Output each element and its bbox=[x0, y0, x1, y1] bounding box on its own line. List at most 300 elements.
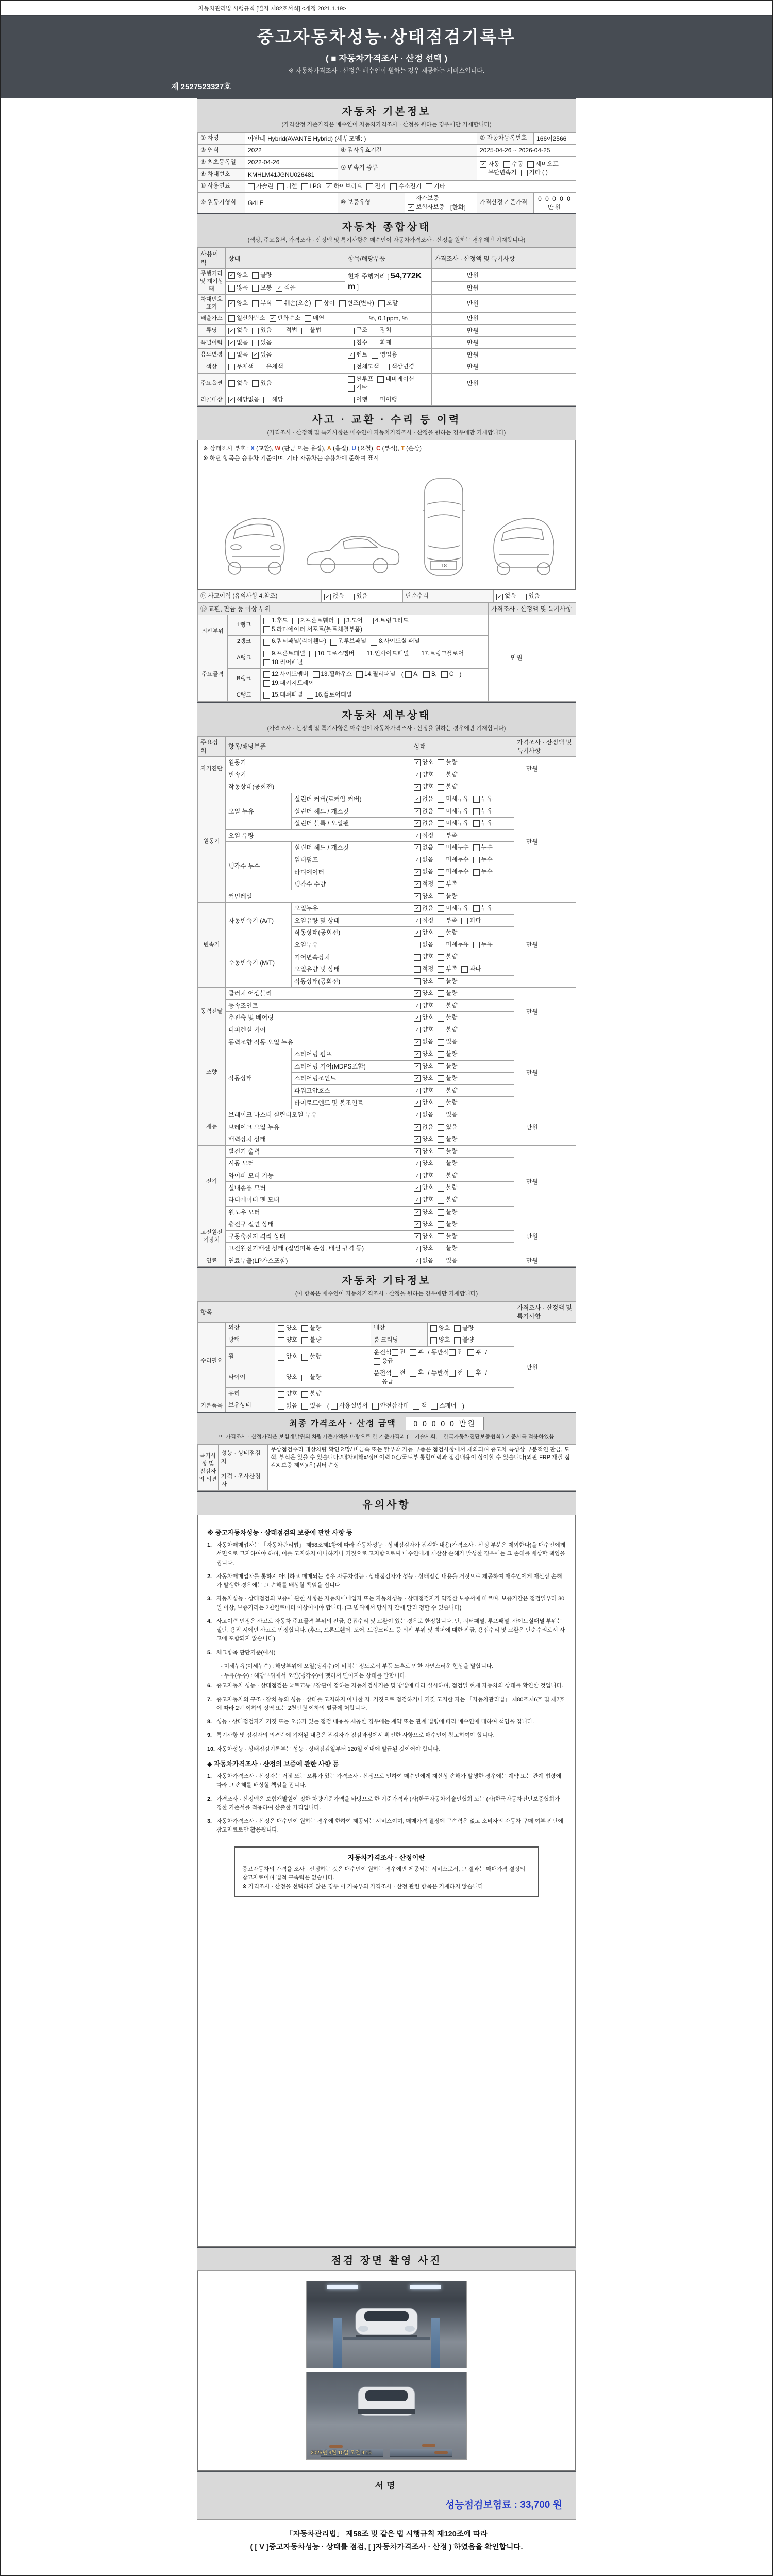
notice-item: 2. 자동차매매업자를 통하지 아니하고 매매되는 경우 자동차성능 · 상태점검자가 성능 · 상태점검 내용을 거짓으로 제공하여 매수인에게 재산상 손해가 발생한 경우에는 그 손해를 배상할 책임을 집니다. bbox=[207, 1573, 562, 1589]
table-cell bbox=[198, 145, 245, 157]
checkbox-label: 9.프론트패널 bbox=[272, 650, 306, 657]
unchecked-checkbox-icon bbox=[263, 680, 270, 687]
table-cell bbox=[345, 394, 432, 406]
state-code-W: W bbox=[275, 446, 281, 452]
checkbox-label: 양호 bbox=[422, 784, 434, 790]
table-cell bbox=[275, 1346, 371, 1367]
cell-text: 내장 bbox=[374, 1325, 385, 1331]
checkbox-네비게이션 bbox=[377, 376, 414, 384]
checkbox-label: 불량 bbox=[446, 978, 458, 985]
unchecked-checkbox-icon bbox=[454, 1325, 461, 1332]
checkbox-label: 2.프론트휀더 bbox=[300, 618, 334, 624]
checkbox-label: 양호 bbox=[422, 1136, 434, 1143]
unchecked-checkbox-icon bbox=[252, 328, 259, 334]
table-row bbox=[198, 615, 576, 636]
table-cell bbox=[292, 939, 411, 951]
cell-text: 고전원전기배선 상태 (절연피복 손상, 배선 규격 등) bbox=[228, 1245, 364, 1252]
cell-text: ⑨ 원동기형식 bbox=[200, 199, 237, 206]
checkbox-label: 불량 bbox=[446, 954, 458, 960]
table-cell bbox=[198, 325, 226, 337]
checkbox-label: 양호 bbox=[286, 1325, 298, 1331]
rust-mark bbox=[422, 2444, 435, 2447]
checkbox-label: 기타 bbox=[433, 183, 445, 190]
checkbox-label: 불량 bbox=[446, 1209, 458, 1215]
checkbox-있음 bbox=[348, 592, 367, 601]
checked-checkbox-icon: ✓ bbox=[252, 352, 259, 359]
checkbox-적음 bbox=[276, 284, 295, 293]
column-header bbox=[432, 248, 576, 268]
notice-item: 9. 특기사항 및 점검자의 의견란에 기재된 내용은 점검자가 점검과정에서 확인한 사항으로 매수인이 참고하여야 합니다. bbox=[207, 1732, 495, 1739]
table-cell bbox=[226, 890, 411, 903]
table-cell bbox=[198, 590, 322, 603]
checkbox-양호 bbox=[430, 1336, 450, 1345]
checkbox-양호 bbox=[278, 1325, 297, 1333]
checkbox-부식 bbox=[252, 300, 272, 308]
unchecked-checkbox-icon bbox=[372, 1403, 379, 1410]
unchecked-checkbox-icon bbox=[348, 328, 355, 334]
table-cell bbox=[226, 769, 411, 781]
table-cell bbox=[245, 168, 338, 180]
unchecked-checkbox-icon bbox=[366, 183, 373, 190]
table-cell bbox=[261, 636, 489, 648]
checkbox-디젤 bbox=[277, 183, 297, 191]
table-cell bbox=[292, 1097, 411, 1109]
table-cell bbox=[550, 1109, 576, 1145]
checkbox-label: 전 bbox=[399, 1349, 406, 1355]
column-header bbox=[198, 1302, 514, 1322]
section-title: 점검 장면 촬영 사진 bbox=[331, 2255, 442, 2266]
state-code-A: A bbox=[327, 446, 331, 452]
checkbox-누유 bbox=[473, 808, 493, 816]
checkbox-label: 불량 bbox=[310, 1374, 322, 1381]
checkbox-label: 13.휠하우스 bbox=[321, 671, 352, 678]
checkbox-label: 후 bbox=[475, 1370, 481, 1377]
checkbox-스패너 bbox=[431, 1402, 456, 1411]
table-cell bbox=[226, 1388, 275, 1400]
checkbox-label: 불량 bbox=[446, 1026, 458, 1033]
table-cell bbox=[226, 312, 345, 325]
checkbox-label: 잭 bbox=[421, 1402, 427, 1409]
unchecked-checkbox-icon bbox=[473, 808, 480, 815]
table-cell bbox=[292, 805, 411, 818]
checkbox-양호 bbox=[414, 1050, 433, 1059]
checkbox-label: 양호 bbox=[422, 1063, 434, 1070]
checkbox-label: 불량 bbox=[446, 990, 458, 997]
inspection-insurance-fee: 성능점검보험료 : 33,700 원 bbox=[445, 2499, 562, 2511]
cell-text: 냉각수 수량 bbox=[294, 880, 326, 888]
checkbox-label: 6.쿼터패널(리어휀다) bbox=[272, 638, 327, 645]
checkbox-label: 없음 bbox=[422, 1257, 434, 1264]
cell-text: 변속기 bbox=[203, 941, 220, 948]
table-cell bbox=[411, 963, 514, 975]
table-cell bbox=[477, 133, 534, 145]
table-cell bbox=[411, 988, 514, 1000]
checkbox-불량 bbox=[438, 1160, 457, 1168]
unchecked-checkbox-icon bbox=[461, 918, 468, 924]
unchecked-checkbox-icon bbox=[413, 651, 419, 657]
cell-text: ( bbox=[325, 1402, 331, 1410]
checkbox-없음 bbox=[324, 592, 344, 601]
unchecked-checkbox-icon bbox=[423, 671, 430, 678]
checkbox-label: 전 bbox=[399, 1370, 406, 1377]
checkbox-label: 8.사이드실 패널 bbox=[379, 638, 420, 645]
table-cell bbox=[371, 1367, 514, 1388]
unchecked-checkbox-icon bbox=[278, 328, 284, 334]
table-cell bbox=[292, 818, 411, 830]
table-cell bbox=[292, 927, 411, 939]
unchecked-checkbox-icon bbox=[377, 376, 384, 383]
checkbox-label: 양호 bbox=[422, 1014, 434, 1021]
unchecked-checkbox-icon bbox=[473, 796, 480, 803]
checkbox-없음 bbox=[414, 905, 433, 913]
table-cell bbox=[198, 193, 245, 213]
unchecked-checkbox-icon bbox=[520, 594, 527, 600]
cell-text: ⑩ 보증유형 bbox=[341, 199, 371, 206]
cell-text: 가격 · 조사산정자 bbox=[221, 1473, 261, 1488]
checkbox-양호 bbox=[278, 1336, 297, 1345]
checkbox-label: 기타 bbox=[356, 384, 368, 391]
inspector-remarks-table bbox=[197, 1444, 576, 1491]
unchecked-checkbox-icon bbox=[438, 869, 444, 876]
unchecked-checkbox-icon bbox=[301, 328, 308, 334]
unchecked-checkbox-icon bbox=[438, 820, 444, 827]
table-cell bbox=[226, 1367, 275, 1388]
car-diagram-rear-quarter bbox=[483, 482, 560, 580]
unchecked-checkbox-icon bbox=[521, 170, 528, 176]
checkbox-label: 있음 bbox=[446, 1124, 458, 1130]
checkbox-label: 누유 bbox=[481, 795, 493, 802]
exchange-panel-table bbox=[197, 603, 576, 702]
table-cell bbox=[226, 1243, 411, 1255]
unchecked-checkbox-icon bbox=[414, 978, 421, 985]
cell-text: 등속조인트 bbox=[228, 1002, 258, 1009]
checkbox-양호 bbox=[414, 1233, 433, 1241]
checkbox-label: 없음 bbox=[422, 820, 434, 827]
table-cell bbox=[411, 1206, 514, 1218]
table-cell bbox=[534, 193, 576, 213]
unchecked-checkbox-icon bbox=[414, 942, 421, 948]
table-cell bbox=[292, 866, 411, 878]
checkbox-LPG bbox=[301, 183, 322, 191]
checkbox-label: 있음 bbox=[446, 1257, 458, 1264]
table-cell bbox=[228, 648, 261, 668]
table-cell bbox=[226, 281, 345, 294]
notice-subitem: - 누유(누수) : 해당부위에서 오일(냉각수)이 맺혀서 떨어지는 상태를 말합니다. bbox=[221, 1673, 407, 1680]
checkbox-불량 bbox=[438, 1087, 457, 1095]
checkbox-label: 양호 bbox=[439, 1337, 450, 1344]
unchecked-checkbox-icon bbox=[372, 397, 378, 403]
table-cell bbox=[477, 145, 576, 157]
checkbox-양호 bbox=[414, 929, 433, 937]
unchecked-checkbox-icon bbox=[438, 966, 444, 973]
cell-text: 실린더 블록 / 오일팬 bbox=[294, 820, 349, 827]
table-cell bbox=[198, 1036, 226, 1109]
checkbox-무단변속기 bbox=[480, 169, 517, 177]
checked-checkbox-icon: ✓ bbox=[414, 1088, 421, 1094]
checkbox-label: 디젤 bbox=[285, 183, 297, 190]
checkbox-없음 bbox=[414, 820, 433, 828]
checkbox-label: 변조(변타) bbox=[347, 300, 374, 307]
checkbox-label: 불량 bbox=[446, 929, 458, 936]
table-cell bbox=[514, 1109, 550, 1145]
final-appraisal-note: 이 가격조사 · 산정가격은 보험개발원의 차량기준가액을 바탕으로 한 기준가격과 ( □ 기술사회, □ 한국자동차진단보증협회 ) 기준서를 적용하였음 bbox=[219, 1434, 554, 1440]
cell-text: 만원 bbox=[526, 838, 539, 845]
checkbox-label: 없음 bbox=[505, 593, 516, 600]
section-header-basic-info bbox=[197, 98, 576, 132]
column-header bbox=[198, 736, 226, 756]
checkbox-13.휠하우스 bbox=[313, 671, 352, 679]
unchecked-checkbox-icon bbox=[503, 161, 510, 168]
table-cell bbox=[411, 1048, 514, 1061]
unchecked-checkbox-icon bbox=[356, 671, 363, 678]
checkbox-label: 양호 bbox=[422, 929, 434, 936]
cell-text: 가격조사 · 산정액 및 특기사항 bbox=[434, 255, 515, 262]
checkbox-label: 있음 bbox=[260, 327, 272, 334]
state-code-U: U bbox=[351, 446, 356, 452]
checkbox-양호 bbox=[414, 1148, 433, 1156]
checkbox-C bbox=[441, 671, 453, 679]
checked-checkbox-icon: ✓ bbox=[496, 594, 503, 600]
checkbox-label: 누유 bbox=[481, 808, 493, 815]
table-cell bbox=[198, 295, 226, 313]
table-cell bbox=[198, 1445, 219, 1491]
table-cell bbox=[345, 373, 432, 394]
cell-text: 무상점검수리 대상차량 확인요망/ 비금속 또는 탈부착 가능 부품은 점검사항에서 제외되며 중고차 특성상 부분적인 판금, 도색, 부식은 있을 수 있습니다./내차피해x/정비이력 0건/국토부 통합이력과 점검내용이 상이할 수 있습니다(외판 FRP 재질 점검X 보증 제외)/운)쿼터 손상 bbox=[271, 1447, 570, 1469]
cell-text: 작동상태 bbox=[228, 1075, 253, 1082]
checkbox-label: 양호 bbox=[422, 1209, 434, 1215]
table-cell bbox=[411, 890, 514, 903]
checkbox-보통 bbox=[252, 284, 272, 293]
checkbox-label: 15.대쉬패널 bbox=[272, 692, 303, 699]
checkbox-미세누유 bbox=[438, 795, 468, 804]
checkbox-label: 누수 bbox=[481, 869, 493, 875]
table-cell bbox=[411, 1036, 514, 1048]
checkbox-누수 bbox=[473, 856, 493, 865]
table-cell bbox=[411, 781, 514, 793]
checked-checkbox-icon: ✓ bbox=[414, 1112, 421, 1118]
unchecked-checkbox-icon bbox=[263, 618, 270, 624]
cell-text: 차대번호 표기 bbox=[200, 296, 223, 310]
unchecked-checkbox-icon bbox=[438, 1185, 444, 1192]
checkbox-누유 bbox=[473, 941, 493, 950]
checkbox-label: 불량 bbox=[446, 1184, 458, 1191]
checkbox-양호 bbox=[414, 1014, 433, 1022]
checkbox-불량 bbox=[438, 771, 457, 779]
cell-text: / 동반석 bbox=[428, 1348, 449, 1356]
cell-text: 충전구 절연 상태 bbox=[228, 1221, 274, 1228]
cell-text: 구동축전지 격리 상태 bbox=[228, 1232, 285, 1240]
checkbox-불량 bbox=[438, 1221, 457, 1229]
table-cell bbox=[345, 268, 432, 294]
checkbox-label: 불량 bbox=[310, 1353, 322, 1360]
column-header bbox=[514, 1302, 576, 1322]
checked-checkbox-icon: ✓ bbox=[414, 1136, 421, 1143]
table-cell bbox=[411, 903, 514, 915]
table-cell bbox=[411, 757, 514, 769]
checkbox-label: 과다 bbox=[469, 917, 481, 924]
checkbox-있음 bbox=[438, 1124, 457, 1132]
checkbox-매연 bbox=[305, 315, 324, 323]
cell-text: 고전원전기장치 bbox=[200, 1229, 223, 1243]
checkbox-없음 bbox=[414, 856, 433, 865]
checkbox-label: C bbox=[449, 671, 454, 678]
checkbox-양호 bbox=[228, 272, 248, 280]
checkbox-양호 bbox=[278, 1353, 297, 1361]
unchecked-checkbox-icon bbox=[390, 183, 397, 190]
unchecked-checkbox-icon bbox=[480, 170, 486, 176]
checked-checkbox-icon: ✓ bbox=[414, 1124, 421, 1131]
notice-item: 8. 성능 · 상태점검자가 거짓 또는 오류가 있는 점검 내용을 제공한 경우에는 계약 또는 관계 법령에 따라 매수인에 대하여 책임을 집니다. bbox=[207, 1719, 534, 1725]
unchecked-checkbox-icon bbox=[438, 1221, 444, 1228]
unchecked-checkbox-icon bbox=[438, 784, 444, 791]
checkbox-렌트 bbox=[348, 351, 367, 360]
table-cell bbox=[219, 1445, 268, 1471]
checkbox-label: 많음 bbox=[237, 284, 248, 291]
checkbox-있음 bbox=[252, 380, 272, 388]
checkbox-양호 bbox=[414, 1136, 433, 1144]
checkbox-label: 양호 bbox=[286, 1391, 298, 1397]
cell-text: 유리 bbox=[228, 1390, 240, 1397]
unchecked-checkbox-icon bbox=[348, 385, 355, 392]
checkbox-전 bbox=[392, 1349, 406, 1357]
column-header bbox=[198, 603, 489, 615]
checkbox-전 bbox=[449, 1349, 463, 1357]
final-appraisal-label: 최종 가격조사 · 산정 금액 bbox=[289, 1419, 396, 1429]
document-subtitle: ( ■ 자동차가격조사 · 산정 선택 ) bbox=[325, 54, 448, 63]
table-row bbox=[198, 325, 576, 337]
table-cell bbox=[411, 1109, 514, 1121]
cell-text: 연료누출(LP가스포함) bbox=[228, 1257, 288, 1265]
checkbox-label: 양호 bbox=[422, 990, 434, 997]
section-header-notice bbox=[197, 1491, 576, 1515]
table-cell bbox=[226, 1145, 411, 1158]
table-cell bbox=[411, 793, 514, 805]
table-cell bbox=[411, 1255, 514, 1267]
checkbox-label: 없음 bbox=[422, 941, 434, 948]
table-cell bbox=[198, 373, 226, 394]
notice-item: 1. 자동차매매업자는 「자동차관리법」 제58조제1항에 따라 자동차성능 · 상태점검자가 점검한 내용(가격조사 · 산정 부분은 제외한다)을 매수인에게 서면으로 고지하여야 하며, 이를 고지하지 아니하거나 거짓으로 고지함으로써 매수인에게 재산상 손해가 발생한 경우에는 그 손해를 배상할 책임을 집니다. bbox=[207, 1541, 566, 1566]
table-row bbox=[198, 295, 576, 313]
checkbox-불량 bbox=[301, 1325, 321, 1333]
table-cell bbox=[226, 1024, 411, 1036]
table-cell bbox=[292, 1060, 411, 1073]
checkbox-미세누유 bbox=[438, 941, 468, 950]
cell-text: 0 0 0 0 0 만원 bbox=[538, 195, 572, 211]
checkbox-불량 bbox=[438, 1148, 457, 1156]
checkbox-label: 후 bbox=[475, 1349, 481, 1355]
checkbox-부족 bbox=[438, 965, 457, 974]
checkbox-label: 응급 bbox=[382, 1358, 394, 1364]
checkbox-있음 bbox=[438, 1111, 457, 1120]
checked-checkbox-icon: ✓ bbox=[414, 918, 421, 924]
cell-text: 스티어링 기어(MDPS포함) bbox=[294, 1062, 366, 1070]
table-row bbox=[198, 988, 576, 1000]
unchecked-checkbox-icon bbox=[313, 671, 320, 678]
checkbox-label: 양호 bbox=[237, 272, 248, 278]
unchecked-checkbox-icon bbox=[438, 1063, 444, 1070]
column-header bbox=[411, 736, 514, 756]
checkbox-label: 있음 bbox=[310, 1402, 322, 1409]
unchecked-checkbox-icon bbox=[438, 978, 444, 985]
checked-checkbox-icon: ✓ bbox=[414, 796, 421, 803]
checkbox-label: 전 bbox=[457, 1349, 463, 1355]
table-cell bbox=[411, 1133, 514, 1146]
checkbox-미세누수 bbox=[438, 844, 468, 852]
table-cell bbox=[550, 1036, 576, 1109]
cell-text: 만원 bbox=[466, 339, 479, 347]
checkbox-장치 bbox=[372, 327, 391, 335]
cell-text: 오일 누유 bbox=[228, 807, 254, 815]
cell-text: ( bbox=[399, 671, 406, 679]
checkbox-양호 bbox=[414, 978, 433, 986]
checkbox-label: 불량 bbox=[310, 1337, 322, 1344]
checkbox-label: 양호 bbox=[286, 1337, 298, 1344]
table-cell bbox=[198, 1400, 226, 1412]
checkbox-label: 불량 bbox=[446, 784, 458, 790]
cell-text: 만원 bbox=[526, 1178, 539, 1185]
table-row bbox=[198, 736, 576, 756]
unchecked-checkbox-icon bbox=[309, 651, 316, 657]
cell-text: 조향 bbox=[206, 1069, 217, 1076]
cell-text: 자동변속기 (A/T) bbox=[228, 917, 274, 924]
cell-text: 성능 · 상태점검자 bbox=[221, 1450, 261, 1465]
checkbox-19.패키지트레이 bbox=[263, 680, 314, 688]
checkbox-불량 bbox=[454, 1336, 474, 1345]
table-cell bbox=[226, 1400, 275, 1412]
unchecked-checkbox-icon bbox=[228, 380, 235, 387]
checkbox-많음 bbox=[228, 284, 248, 293]
table-cell bbox=[228, 636, 261, 648]
cell-text: 만원 bbox=[466, 271, 479, 279]
section-title: 유의사항 bbox=[362, 1499, 411, 1511]
table-cell bbox=[292, 1048, 411, 1061]
table-cell bbox=[275, 1322, 371, 1334]
notice-item: 3. 자동차성능 · 상태점검의 보증에 관한 사항은 자동차매매업자 또는 자동차성능 · 상태점검자가 약정한 보증서에 따르며, 보증기간은 점검일부터 30일 이상, 보증거리는 2천킬로미터 이상이어야 합니다. (그 범위에서 당사자 간에 달리 정할 수 있습니다) bbox=[207, 1596, 565, 1611]
table-cell bbox=[226, 1133, 411, 1146]
unchecked-checkbox-icon bbox=[438, 1148, 444, 1155]
checkbox-후 bbox=[410, 1369, 424, 1378]
unchecked-checkbox-icon bbox=[438, 1258, 444, 1264]
table-cell bbox=[198, 312, 226, 325]
checkbox-label: 불량 bbox=[310, 1325, 322, 1331]
checkbox-label: 있음 bbox=[446, 1039, 458, 1045]
notice-item: 1. 자동차가격조사 · 산정자는 거짓 또는 오류가 있는 가격조사 · 산정으로 인하여 매수인에게 재산상 손해가 발생한 경우에는 계약 또는 관계 법령에 따라 그 손해를 배상할 책임을 집니다. bbox=[207, 1773, 562, 1789]
cell-text: ② 자동차등록번호 bbox=[480, 135, 527, 142]
checkbox-label: 불량 bbox=[446, 1197, 458, 1203]
unchecked-checkbox-icon bbox=[461, 966, 468, 973]
table-cell bbox=[226, 988, 411, 1000]
state-code-T: T bbox=[400, 446, 405, 452]
table-cell bbox=[411, 854, 514, 866]
table-row bbox=[198, 1109, 576, 1121]
table-cell bbox=[226, 373, 345, 394]
checkbox-label: 양호 bbox=[422, 1197, 434, 1203]
checkbox-없음 bbox=[228, 339, 248, 347]
table-cell bbox=[514, 268, 576, 281]
checkbox-없음 bbox=[414, 941, 433, 950]
unchecked-checkbox-icon bbox=[473, 905, 480, 912]
checkbox-탄화수소 bbox=[270, 315, 300, 323]
checkbox-label: 불량 bbox=[310, 1391, 322, 1397]
cell-text: 만원 bbox=[466, 380, 479, 387]
table-cell bbox=[411, 1158, 514, 1170]
table-cell bbox=[514, 1255, 550, 1267]
checkbox-상이 bbox=[315, 300, 335, 308]
checkbox-label: 적정 bbox=[422, 832, 434, 839]
checkbox-label: 응급 bbox=[382, 1378, 394, 1385]
cell-text: 상태 bbox=[228, 255, 241, 262]
checkbox-누수 bbox=[473, 868, 493, 876]
